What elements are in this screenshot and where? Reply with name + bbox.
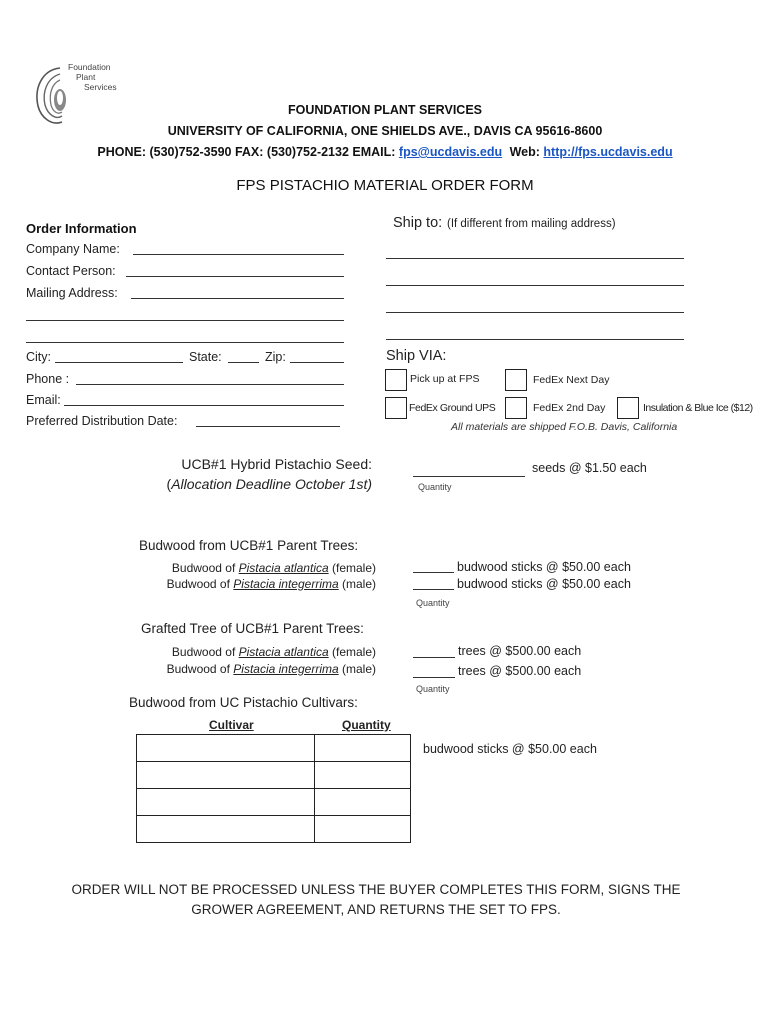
grafted-qty-2[interactable] bbox=[413, 677, 455, 678]
quantity-cell[interactable] bbox=[315, 735, 411, 762]
mailing-address-label: Mailing Address: bbox=[26, 286, 118, 300]
budwood-parent-row-1-sex: (female) bbox=[328, 561, 376, 575]
grafted-qty-1[interactable] bbox=[413, 657, 455, 658]
web-label: Web: bbox=[509, 145, 540, 159]
fedex-ground-ups-checkbox[interactable] bbox=[385, 397, 407, 419]
logo-text-line2: Plant bbox=[76, 72, 96, 82]
state-label: State: bbox=[189, 350, 222, 364]
quantity-column-header: Quantity bbox=[342, 718, 391, 732]
state-field[interactable] bbox=[228, 362, 259, 363]
grafted-row-2-prefix: Budwood of bbox=[166, 662, 234, 676]
budwood-parent-row-2-sex: (male) bbox=[338, 577, 376, 591]
ship-to-line-2[interactable] bbox=[386, 285, 684, 286]
budwood-parent-row-1-species: Pistacia atlantica bbox=[238, 561, 329, 575]
table-row bbox=[137, 816, 411, 843]
seed-deadline-open: ( bbox=[166, 476, 172, 492]
email-link[interactable]: fps@ucdavis.edu bbox=[398, 145, 503, 159]
grafted-row-2 bbox=[167, 662, 376, 676]
grafted-row-2-species: Pistacia integerrima bbox=[233, 662, 339, 676]
fedex-2nd-day-checkbox[interactable] bbox=[505, 397, 527, 419]
budwood-parent-row-2-species: Pistacia integerrima bbox=[233, 577, 339, 591]
ship-to-line-3[interactable] bbox=[386, 312, 684, 313]
fedex-next-day-checkbox[interactable] bbox=[505, 369, 527, 391]
cultivars-title: Budwood from UC Pistachio Cultivars: bbox=[129, 695, 358, 710]
fob-note: All materials are shipped F.O.B. Davis, California bbox=[451, 421, 678, 433]
seed-deadline-text: Allocation Deadline October 1st) bbox=[171, 476, 372, 492]
pickup-fps-checkbox[interactable] bbox=[385, 369, 407, 391]
distribution-date-label: Preferred Distribution Date: bbox=[26, 414, 178, 428]
cultivar-table bbox=[136, 734, 411, 843]
phone-field[interactable] bbox=[76, 384, 344, 385]
order-info-heading: Order Information bbox=[26, 221, 137, 236]
grafted-row-2-sex: (male) bbox=[338, 662, 376, 676]
contact-person-field[interactable] bbox=[126, 276, 344, 277]
zip-label: Zip: bbox=[265, 350, 286, 364]
seed-price: seeds @ $1.50 each bbox=[532, 461, 647, 475]
budwood-parent-row-2-prefix: Budwood of bbox=[166, 577, 234, 591]
budwood-parent-row-1-prefix: Budwood of bbox=[171, 561, 239, 575]
footer-line-1: ORDER WILL NOT BE PROCESSED UNLESS THE BUYER COMPLETES THIS FORM, SIGNS THE bbox=[71, 882, 681, 897]
ship-via-label: Ship VIA: bbox=[386, 348, 447, 364]
form-title: FPS PISTACHIO MATERIAL ORDER FORM bbox=[236, 177, 534, 194]
ship-to-note: (If different from mailing address) bbox=[447, 218, 616, 230]
cultivar-cell[interactable] bbox=[137, 762, 315, 789]
ship-to-label: Ship to: bbox=[393, 215, 443, 231]
seed-deadline bbox=[167, 476, 372, 492]
city-field[interactable] bbox=[55, 362, 183, 363]
grafted-row-1-species: Pistacia atlantica bbox=[238, 645, 329, 659]
zip-field[interactable] bbox=[290, 362, 344, 363]
insulation-blue-ice-label: Insulation & Blue Ice ($12) bbox=[643, 402, 753, 414]
budwood-parent-price-2: budwood sticks @ $50.00 each bbox=[457, 577, 631, 591]
contact-line bbox=[0, 145, 770, 159]
budwood-parent-qty-1[interactable] bbox=[413, 572, 454, 573]
mailing-address-line-3[interactable] bbox=[26, 342, 344, 343]
table-row bbox=[137, 789, 411, 816]
budwood-parent-qty-2[interactable] bbox=[413, 589, 454, 590]
fedex-next-day-label: FedEx Next Day bbox=[533, 374, 610, 386]
table-row bbox=[137, 762, 411, 789]
city-label: City: bbox=[26, 350, 51, 364]
email-field[interactable] bbox=[64, 405, 344, 406]
org-address: UNIVERSITY OF CALIFORNIA, ONE SHIELDS AVE., DAVIS CA 95616-8600 bbox=[167, 124, 603, 138]
budwood-parent-row-2 bbox=[167, 577, 376, 591]
cultivar-cell[interactable] bbox=[137, 789, 315, 816]
fps-logo bbox=[30, 60, 130, 130]
grafted-price-2: trees @ $500.00 each bbox=[458, 664, 582, 678]
table-row bbox=[137, 735, 411, 762]
pickup-fps-label: Pick up at FPS bbox=[410, 373, 480, 385]
fedex-ground-ups-label: FedEx Ground UPS bbox=[409, 402, 496, 414]
quantity-cell[interactable] bbox=[315, 762, 411, 789]
budwood-parent-price-1: budwood sticks @ $50.00 each bbox=[457, 560, 631, 574]
mailing-address-line-2[interactable] bbox=[26, 320, 344, 321]
footer-line-2: GROWER AGREEMENT, AND RETURNS THE SET TO FPS. bbox=[191, 902, 561, 917]
cultivar-column-header: Cultivar bbox=[209, 718, 254, 732]
logo-text-line3: Services bbox=[84, 82, 117, 92]
insulation-blue-ice-checkbox[interactable] bbox=[617, 397, 639, 419]
grafted-price-1: trees @ $500.00 each bbox=[458, 644, 582, 658]
budwood-parent-quantity-label: Quantity bbox=[416, 598, 450, 608]
cultivars-price: budwood sticks @ $50.00 each bbox=[423, 742, 597, 756]
contact-person-label: Contact Person: bbox=[26, 264, 116, 278]
web-link[interactable]: http://fps.ucdavis.edu bbox=[543, 145, 673, 159]
grafted-row-1-prefix: Budwood of bbox=[171, 645, 239, 659]
cultivar-cell[interactable] bbox=[137, 735, 315, 762]
company-name-field[interactable] bbox=[133, 254, 344, 255]
logo-text-line1: Foundation bbox=[68, 62, 111, 72]
budwood-parent-title: Budwood from UCB#1 Parent Trees: bbox=[139, 538, 359, 553]
seed-quantity-field[interactable] bbox=[413, 476, 525, 477]
mailing-address-field[interactable] bbox=[131, 298, 344, 299]
budwood-parent-row-1 bbox=[172, 561, 376, 575]
grafted-quantity-label: Quantity bbox=[416, 684, 450, 694]
cultivar-cell[interactable] bbox=[137, 816, 315, 843]
ship-to-line-1[interactable] bbox=[386, 258, 684, 259]
contact-prefix: PHONE: (530)752-3590 FAX: (530)752-2132 EMAIL: bbox=[97, 145, 396, 159]
grafted-row-1 bbox=[172, 645, 376, 659]
org-name: FOUNDATION PLANT SERVICES bbox=[288, 103, 482, 117]
seed-title: UCB#1 Hybrid Pistachio Seed: bbox=[181, 456, 372, 472]
seed-quantity-label: Quantity bbox=[418, 482, 452, 492]
grafted-row-1-sex: (female) bbox=[328, 645, 376, 659]
email-label: Email: bbox=[26, 393, 61, 407]
grafted-title: Grafted Tree of UCB#1 Parent Trees: bbox=[141, 621, 364, 636]
quantity-cell[interactable] bbox=[315, 789, 411, 816]
phone-label: Phone : bbox=[26, 372, 70, 386]
distribution-date-field[interactable] bbox=[196, 426, 340, 427]
company-name-label: Company Name: bbox=[26, 242, 120, 256]
fedex-2nd-day-label: FedEx 2nd Day bbox=[533, 402, 606, 414]
quantity-cell[interactable] bbox=[315, 816, 411, 843]
ship-to-line-4[interactable] bbox=[386, 339, 684, 340]
